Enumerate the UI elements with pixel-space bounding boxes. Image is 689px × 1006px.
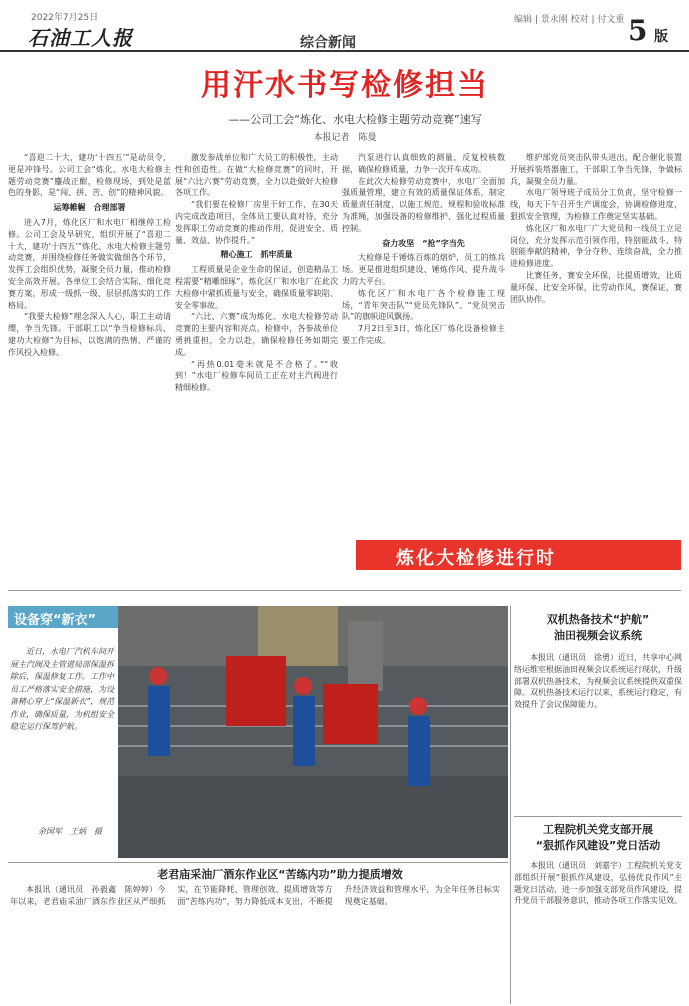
photo-illustration <box>118 606 508 858</box>
bottom-article-title: 老君庙采油厂酒东作业区“苦练内功”助力提质增效 <box>157 868 403 881</box>
article-column-2 <box>175 152 338 580</box>
paragraph: 在此次大检修劳动竞赛中，水电厂全面加强质量管理，建立有效的质量保证体系，制定质量责任制度，以施工规范、规程和验收标准为准绳，加强设备的检修维护、强化过程质量控制。 <box>342 176 505 233</box>
section-name: 综合新闻 <box>300 35 356 51</box>
sidebar-title: 设备穿“新衣” <box>8 606 118 628</box>
page-number: 5 <box>628 14 648 47</box>
paragraph: 本报讯（通讯员 孙毅鑫 陈婷婷）今年以来，老君庙采油厂酒东作业区从严细抓实，在节能降耗、管理创效、提质增效等方面“苦练内功”，努力降低成本支出，不断提升经济效益和管理水平，为全年任务目标实现奠定基础。 <box>10 885 500 906</box>
article-column-3 <box>342 152 505 540</box>
paragraph: 比赛任务，赛安全环保，比提质增效，比质量环保、比安全环保，比劳动作风，赛保证，赛团队协作。 <box>510 270 682 304</box>
paragraph: “再热0.01毫米就是不合格了。”“收到！”水电厂检修车间员工正在对主汽阀进行精细检修。 <box>175 359 338 393</box>
sidebar-body <box>10 646 118 734</box>
paragraph: 7月2日至3日，炼化区厂炼化设备检修主要工作完成。 <box>342 324 505 345</box>
article-column-4 <box>510 152 682 540</box>
paragraph: 工程质量是企业生命的保证，创造精品工程需要“精雕细琢”。炼化区厂和水电厂在此次大检修中紧抓质量与安全，确保质量零缺陷、安全零事故。 <box>175 265 338 310</box>
maintenance-workers-photo <box>118 606 508 858</box>
right-article-2-title <box>514 822 682 854</box>
paragraph: “喜迎二十大，建功‘十四五’”是动员令，更是冲锋号。公司工会“炼化、水电大检修主题劳动竞赛”鏖战正酣，检修现场，到处是蓝色的身影，是“闯、拼、苦、创”的精神风貌。 <box>8 153 171 198</box>
article-column-1 <box>8 152 171 580</box>
divider <box>8 862 508 863</box>
bottom-article-body <box>10 884 500 1002</box>
masthead <box>0 0 689 52</box>
title-line: “狠抓作风建设”党日活动 <box>535 839 661 852</box>
right-article-1-body <box>514 652 682 816</box>
paragraph: “我要大检修”理念深入人心，职工主动请缨，争当先锋。干部职工以“争当检修标兵，建功大检修”为目标，以饱满的热情、严谨的作风投入检修。 <box>8 312 171 357</box>
right-article-1-title <box>514 612 682 644</box>
paragraph: 大检修是千锤炼百炼的熔炉，员工的练兵场。更是推进组织建设、锤炼作风、提升战斗力的大平台。 <box>342 253 505 286</box>
divider <box>8 590 681 591</box>
feature-banner <box>356 540 681 570</box>
main-byline: 本报记者 陈曼 <box>313 133 377 143</box>
paragraph: 近日，水电厂汽机车间开展主汽阀及主管道局部保温拆除后，保温修复工作。工作中员工严格落实安全措施，为设备精心穿上“保温新衣”，规范作业，确保质量，为机组安全稳定运行保驾护航。 <box>10 647 115 731</box>
section-subtitle: 奋力攻坚 “抢”字当先 <box>382 238 465 248</box>
title-line: 双机热备技术“护航” <box>546 613 650 626</box>
title-line: 工程院机关党支部开展 <box>543 823 653 836</box>
section-subtitle: 运筹帷幄 合理部署 <box>53 203 126 213</box>
main-subheadline: ——公司工会“炼化、水电大检修主题劳动竞赛”速写 <box>228 113 482 126</box>
paragraph: “六比、六赛”成为炼化、水电大检修劳动竞赛的主要内容和亮点。检修中，各参战单位勇挑重担，全力以赴，确保检修任务如期完成。 <box>175 312 338 357</box>
paragraph: 炼化区厂和水电厂各个检修施工现场，“青年突击队”“党员先锋队”、“党员突击队”的旗帜迎风飘扬。 <box>342 288 505 322</box>
party-flag <box>323 684 378 744</box>
divider <box>514 816 682 817</box>
paragraph: 激发参战单位和广大员工的积极性，主动性和创造性。在做“大检修竞赛”的同时，开展“六比六赛”劳动竞赛，全力以赴做好大检修各项工作。 <box>175 153 338 198</box>
party-flag <box>226 656 286 726</box>
photo-credit: 余国军 王炳 摄 <box>38 827 102 836</box>
paragraph: 维护部党员突击队带头进出，配合催化装置开展拆装塔器施工，干部职工争当先锋，争做标兵，凝聚全员力量。 <box>510 153 682 186</box>
section-subtitle: 精心施工 抓牢质量 <box>220 250 293 260</box>
right-article-2-body <box>514 860 682 1002</box>
paragraph: 炼化区厂和水电厂广大党员和一线员工立足岗位，充分发挥示范引领作用，特别能战斗、特别能奉献的精神，争分夺秒、连续奋战，全力推进检修进度。 <box>510 223 682 269</box>
issue-date: 2022年7月25日 <box>31 13 99 23</box>
paragraph: 本报讯（通讯员 徐勇）近日，共享中心网络运维室根据油田视频会议系统运行现状，升级部署双机热备技术，为视频会议系统提供双重保障。双机热备技术运行以来，系统运行稳定，有效提升了会议保障能力。 <box>514 653 682 710</box>
banner-text: 炼化大检修进行时 <box>396 548 556 569</box>
main-headline: 用汗水书写检修担当 <box>201 68 489 103</box>
paragraph: 进入7月，炼化区厂和水电厂相继停工检修。公司工会及早研究，组织开展了“喜迎二十大，建功‘十四五’”炼化、水电大检修主题劳动竞赛，并围绕检修任务做实做细各个环节，发挥工会组织优势，凝聚全员力量，推动检修安全高效开展。各单位工会结合实际，细化竞赛方案，形成一级抓一级、层层抓落实的工作格局。 <box>8 217 171 310</box>
paragraph: “我们要在检修厂房里干好工作，在30天内完成改造项目，全体员工要认真对待，充分发挥职工劳动竞赛的推动作用，促进安全、质量、效益、协作提升。” <box>175 200 338 245</box>
paragraph: 汽泵进行认真细致的测量，反复校核数据，确保检修质量，力争一次开车成功。 <box>342 153 505 174</box>
newspaper-logo: 石油工人报 <box>28 26 133 50</box>
divider <box>510 606 511 1004</box>
title-line: 油田视频会议系统 <box>554 629 642 642</box>
editor-credits: 编辑 | 景永刚 校对 | 付文重 <box>514 15 625 25</box>
page-unit: 版 <box>654 29 668 45</box>
paragraph: 本报讯（通讯员 刘嘉宇）工程院机关党支部组织开展“狠抓作风建设，弘扬优良作风”主题党日活动，进一步加强支部党员作风建设，提升党员干部服务意识，推动各项工作落实见效。 <box>514 861 682 906</box>
paragraph: 水电厂领导班子成员分工负责，坚守检修一线，每天下午召开生产调度会，协调检修进度，狠抓安全管理，为检修工作奠定坚实基础。 <box>510 188 682 221</box>
